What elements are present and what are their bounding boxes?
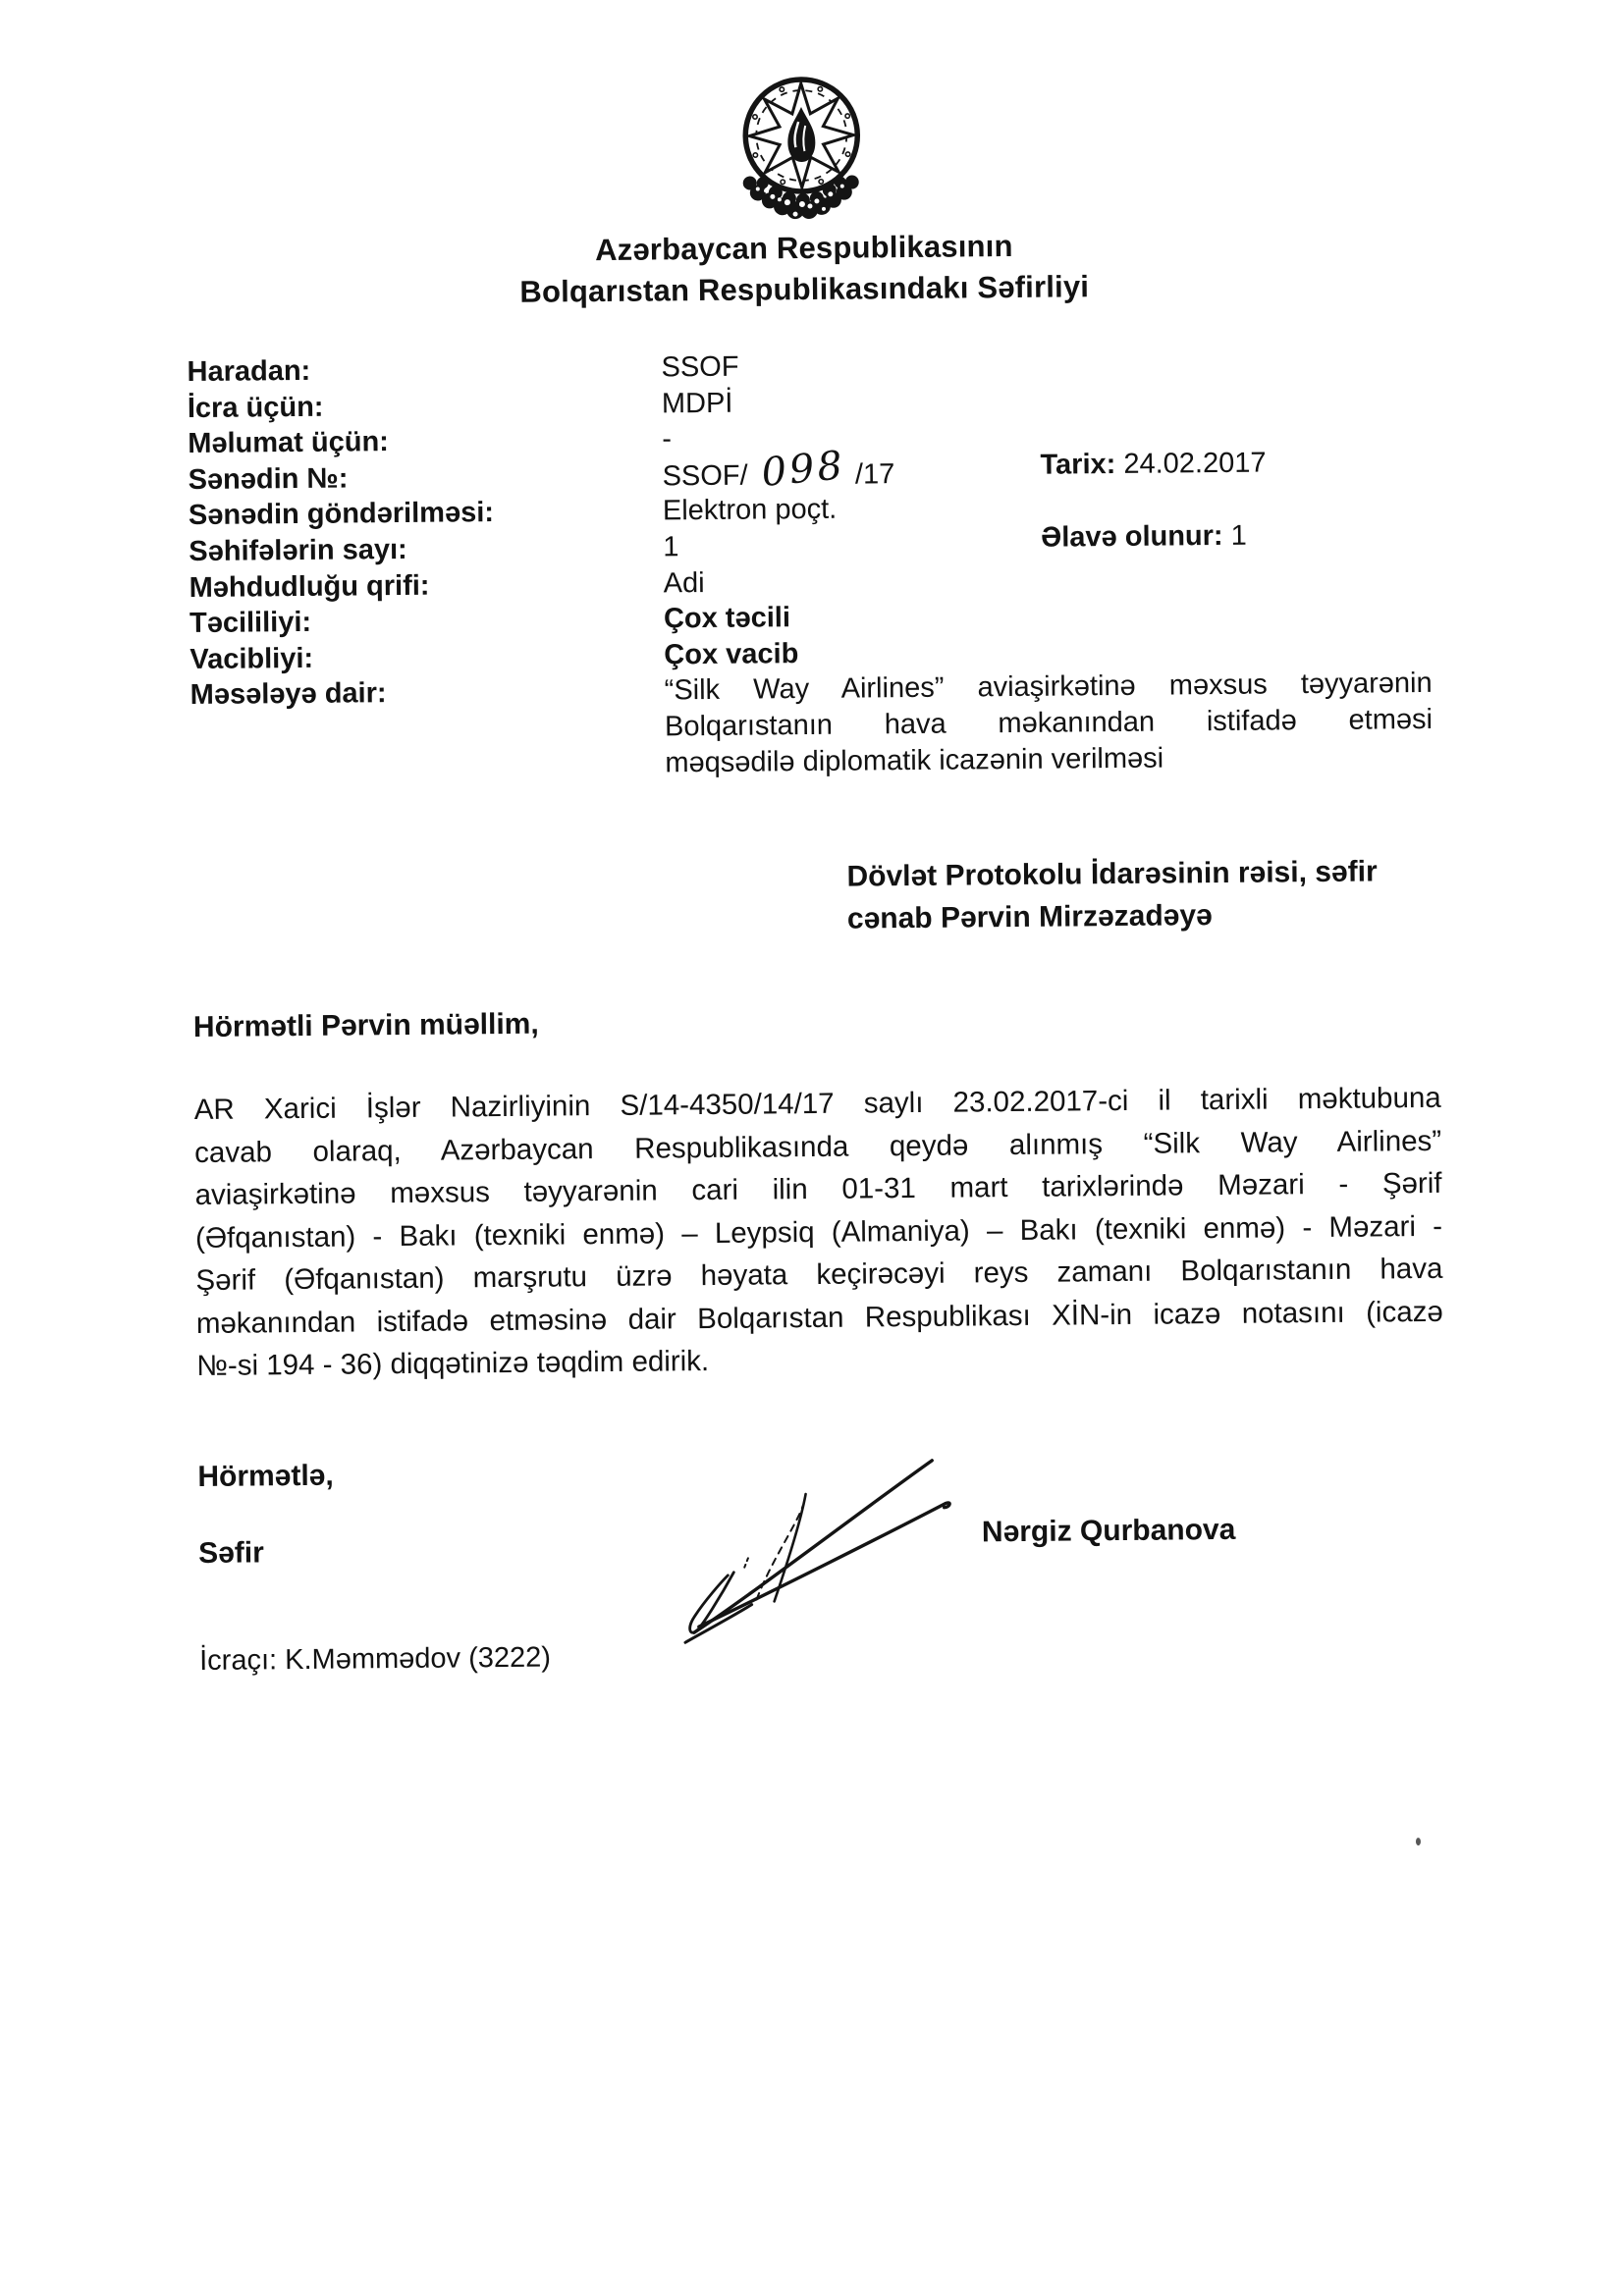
body-line: №-si 194 - 36) diqqətinizə təqdim edirik.	[196, 1345, 710, 1383]
org-title-line1: Azərbaycan Respublikasının	[594, 228, 1013, 268]
meta-label: Sənədin №:	[188, 462, 349, 496]
scan-artifact-dot	[1416, 1838, 1421, 1845]
meta-value: Çox vacib	[664, 637, 799, 671]
meta-label: Məhdudluğu qrifi:	[189, 569, 430, 604]
sender-title: Səfir	[197, 1536, 264, 1571]
docnum-suffix: /17	[854, 457, 895, 491]
subject-text	[665, 666, 1434, 780]
meta-value: Elektron poçt.	[662, 494, 838, 527]
attachment-label: Əlavə olunur:	[1041, 519, 1223, 554]
meta-value: Adi	[663, 566, 705, 599]
date-field	[1040, 448, 1266, 482]
meta-label: Səhifələrin sayı:	[189, 533, 407, 568]
farewell: Hörmətlə,	[197, 1459, 334, 1494]
body-line: Şərif (Əfqanıstan) marşrutu üzrə həyata keçirəcəyi reys zamanı Bolqarıstanın hava	[195, 1252, 1443, 1298]
subject-line: məqsədilə diplomatik icazənin verilməsi	[665, 742, 1164, 778]
body-paragraph	[194, 1077, 1444, 1388]
meta-label: Haradan:	[187, 354, 311, 389]
subject-line: Bolqarıstanın hava məkanından istifadə etməsi	[664, 703, 1434, 743]
meta-value: MDPİ	[661, 387, 733, 420]
salutation: Hörmətli Pərvin müəllim,	[192, 1007, 539, 1044]
meta-label: Sənədin göndərilməsi:	[188, 497, 495, 532]
body-line: cavab olaraq, Azərbaycan Respublikasında qeydə alınmış “Silk Way Airlines”	[194, 1124, 1442, 1169]
addressee-line1: Dövlət Protokolu İdarəsinin rəisi, səfir	[846, 855, 1378, 893]
document-number	[662, 442, 895, 496]
attachment-field	[1041, 520, 1247, 555]
subject-line: “Silk Way Airlines” aviaşirkətinə məxsus təyyarənin	[664, 667, 1433, 707]
date-value: 24.02.2017	[1123, 447, 1267, 480]
meta-label: Məlumat üçün:	[188, 426, 390, 460]
handwritten-signature-icon	[672, 1447, 968, 1646]
addressee-line2: cənab Pərvin Mirzəzadəyə	[846, 899, 1213, 935]
meta-row-meseleye-dair	[190, 666, 1434, 785]
signer-name: Nərgiz Qurbanova	[981, 1513, 1236, 1549]
azerbaijan-state-emblem-icon	[728, 72, 876, 222]
org-title-line2: Bolqarıstan Respublikasındakı Səfirliyi	[519, 269, 1090, 309]
meta-value: Çox təcili	[663, 602, 791, 635]
body-line: (Əfqanıstan) - Bakı (texniki enmə) – Leypsiq (Almaniya) – Bakı (texniki enmə) - Məzari -	[194, 1209, 1443, 1255]
meta-label: Vacibliyi:	[189, 642, 314, 675]
meta-value: 1	[663, 531, 679, 563]
meta-label: Məsələyə dair:	[189, 677, 387, 712]
addressee-block	[846, 850, 1378, 939]
docnum-prefix: SSOF/	[662, 459, 748, 493]
attachment-value: 1	[1230, 519, 1247, 552]
docnum-handwritten: 098	[759, 442, 847, 496]
executor-line: İcraçı: K.Məmmədov (3222)	[199, 1641, 552, 1677]
body-line: məkanından istifadə etməsinə dair Bolqarıstan Respublikası XİN-in icazə notasını (icazə	[195, 1295, 1443, 1340]
date-label: Tarix:	[1040, 448, 1116, 481]
body-line: aviaşirkətinə məxsus təyyarənin cari ilin 01-31 mart tarixlərində Məzari - Şərif	[194, 1166, 1442, 1212]
org-title	[0, 220, 1616, 318]
meta-value: SSOF	[661, 350, 739, 384]
meta-value: -	[662, 423, 673, 455]
meta-label: İcra üçün:	[187, 391, 324, 424]
body-line: AR Xarici İşlər Nazirliyinin S/14-4350/14/17 saylı 23.02.2017-ci il tarixli məktubuna	[193, 1081, 1441, 1127]
meta-label: Təcililiyi:	[189, 607, 312, 640]
metadata-block	[187, 343, 1433, 785]
